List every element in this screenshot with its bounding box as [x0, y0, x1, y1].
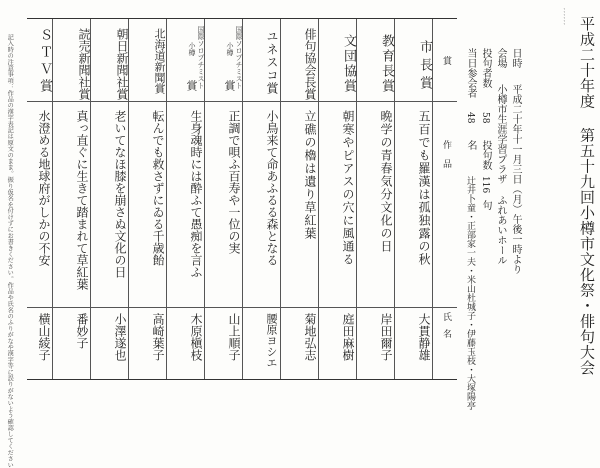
name-cell: 庭田麻樹 — [341, 313, 355, 361]
award-cell: 北海道新聞賞 — [153, 28, 166, 94]
award-cell: ＳＴＶ賞 — [37, 28, 52, 96]
name-cell: 番妙子 — [75, 313, 89, 349]
name-cell: 木原槇枝 — [189, 313, 203, 361]
judges-value: 辻井卜童・正部家一夫・米山杜城子・伊藤玉枝・大塚陽亭 — [465, 176, 475, 410]
work-cell: 生身魂時には酔ふて愚痴を言ふ — [189, 110, 203, 278]
report-title: 平成二十年度 第五十九回小樽市文化祭・俳句大会 — [578, 16, 596, 376]
name-cell: 大貫静雄 — [417, 313, 431, 361]
entries-unit: 句 — [480, 200, 491, 210]
name-cell: 山上順子 — [227, 313, 241, 361]
name-cell: 腰原ヨシエ — [265, 313, 278, 368]
work-cell: 転んでも救さずにゐる千歳飴 — [151, 110, 165, 266]
name-cell: 横山綾子 — [37, 313, 51, 361]
col-header-work: 作品 — [441, 140, 451, 178]
award-cell-line3: 賞 — [223, 80, 236, 91]
work-cell: 朝寒やピアスの穴に風通る — [341, 110, 355, 266]
work-cell: 立礁の櫓は遺り草紅葉 — [303, 110, 317, 240]
award-cell: ユネスコ賞 — [265, 30, 279, 95]
name-cell: 小澤遂也 — [113, 313, 127, 361]
work-cell: 水澄める地球府がしかの不安 — [37, 110, 51, 266]
award-cell: 教育長賞 — [379, 34, 394, 94]
col-header-award: 賞 — [441, 56, 451, 65]
award-cell: 朝日新聞社賞 — [115, 28, 129, 100]
work-cell: 真っ直ぐに生きて踏まれて草紅葉 — [75, 110, 89, 290]
name-cell: 岸田爾子 — [379, 313, 393, 361]
award-cell-line3: 賞 — [185, 80, 198, 91]
entrants-label: 投句者数 — [480, 48, 491, 88]
work-cell: 正調で唄ふ百寿や一位の実 — [227, 110, 241, 254]
entries-label: 投句数 — [480, 140, 491, 170]
col-header-name: 氏名 — [441, 312, 451, 346]
venue-label: 会場 — [495, 48, 506, 68]
attendees-value: 48 — [465, 112, 475, 124]
work-cell: 晩学の青春気分文化の日 — [379, 110, 393, 253]
attendees-unit: 名 — [465, 140, 476, 150]
footnote: 記入時の注意事項：作品の漢字表記は原文のまま。振り仮名を付けずにお書きください。作品や氏名のふりがなや漢字等に誤りがないよう確認してください — [6, 34, 14, 468]
date-label: 日時 — [510, 48, 521, 68]
work-cell: 小鳥来て命あふるる森となる — [265, 110, 279, 266]
award-cell-line1: 国際ソロプチミスト — [197, 26, 205, 89]
attendees-label: 当日参会者 — [465, 48, 476, 98]
entrants-value: 58 — [480, 112, 490, 124]
venue-value: 小樽市生涯学習プラザ ふれあいホール — [495, 84, 506, 265]
date-value: 平成二十年十一月三日（月）午後一時より — [510, 84, 521, 274]
award-cell-line2: 小樽 — [188, 42, 196, 56]
award-cell-line1: 国際ソロプチミスト — [235, 26, 243, 89]
work-cell: 五百でも羅漢は孤独露の秋 — [417, 110, 431, 266]
award-cell-line2: 小樽 — [226, 42, 234, 56]
award-cell: 俳句協会長賞 — [303, 28, 317, 100]
award-cell: 文団協賞 — [341, 34, 356, 94]
name-cell: 菊地弘志 — [303, 313, 317, 361]
name-cell: 高崎葉子 — [151, 313, 165, 361]
award-cell: 読売新聞社賞 — [77, 28, 91, 100]
work-cell: 老いてなほ膝を崩さぬ文化の日 — [113, 110, 127, 278]
header-dash-mark: 、、、、、、 — [558, 8, 565, 29]
entries-value: 116 — [480, 176, 490, 194]
award-cell: 市長賞 — [417, 40, 432, 94]
